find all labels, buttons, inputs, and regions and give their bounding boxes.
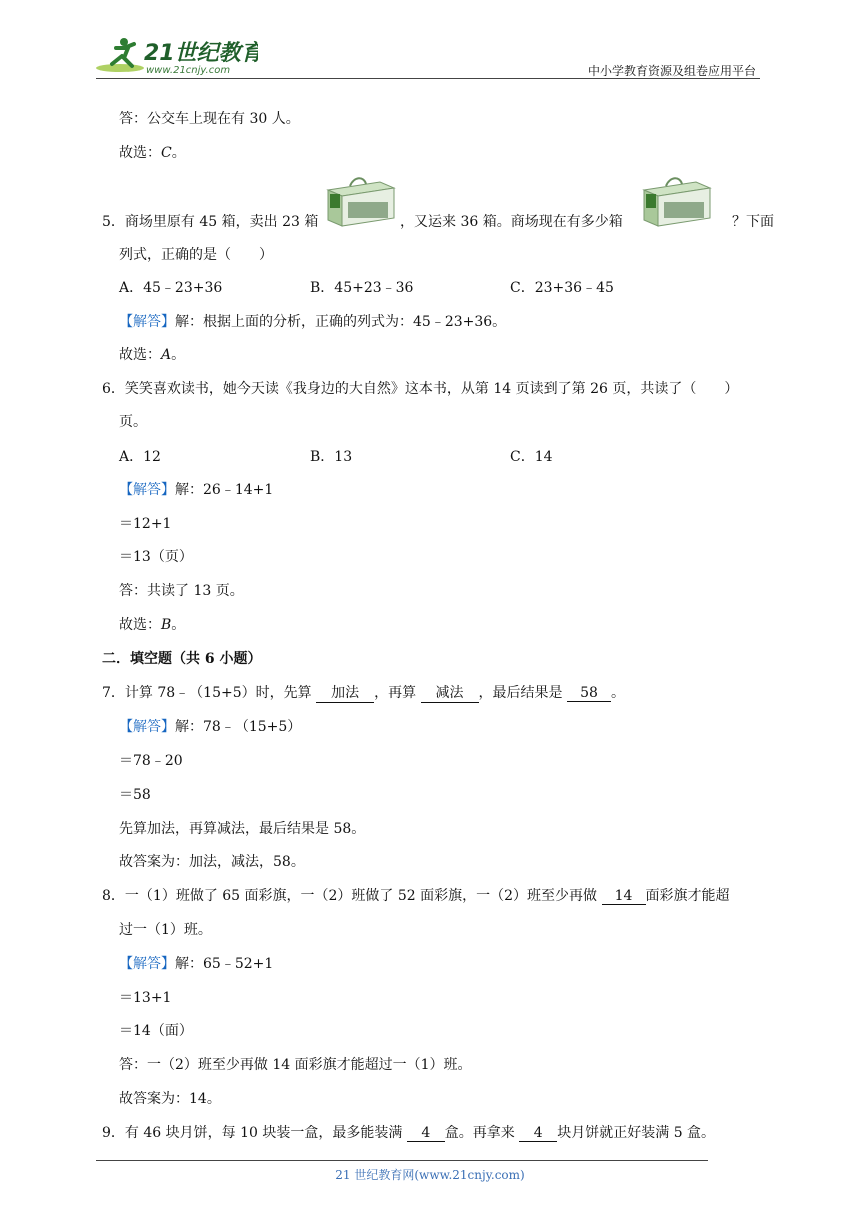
q7-blank-3: 58 [567, 685, 611, 702]
gift-box-image [320, 172, 398, 228]
q6-text-1: 6．笑笑喜欢读书，她今天读《我身边的大自然》这本书，从第 14 页读到了第 26 页，共读了（ ） [102, 381, 739, 397]
q7-solution-4: 先算加法，再算减法，最后结果是 58。 [119, 821, 366, 837]
footer-text: 21 世纪教育网(www.21cnjy.com) [335, 1168, 525, 1182]
header-divider [96, 78, 760, 79]
q5-solution: 【解答】解：根据上面的分析，正确的列式为：45﹣23+36。 [119, 314, 507, 330]
svg-text:21世纪教育: 21世纪教育 [144, 41, 258, 66]
header-right-text: 中小学教育资源及组卷应用平台 [587, 64, 756, 78]
q6-text-2: 页。 [119, 414, 147, 430]
q8-solution-3: ＝14（面） [119, 1023, 193, 1039]
q9-text: 9．有 46 块月饼，每 10 块装一盒，最多能装满 4 盒。再拿来 4 块月饼就正好装满 5 盒。 [102, 1125, 716, 1141]
gift-box-image-2 [636, 172, 714, 228]
q6-solution-1: 【解答】解：26﹣14+1 [119, 482, 274, 498]
q5-option-b: B．45+23﹣36 [310, 280, 414, 296]
q6-option-c: C．14 [510, 449, 553, 465]
q6-solution-2: ＝12+1 [119, 516, 172, 532]
q8-solution-4: 答：一（2）班至少再做 14 面彩旗才能超过一（1）班。 [119, 1057, 472, 1073]
footer-divider [96, 1160, 708, 1161]
q6-option-a: A．12 [119, 449, 161, 465]
q8-text-2: 过一（1）班。 [119, 922, 212, 938]
q8-blank-1: 14 [602, 888, 646, 905]
q5-text-4: 列式，正确的是（ ） [119, 247, 273, 263]
q8-answer: 故答案为：14。 [119, 1091, 221, 1107]
section-title: 二．填空题（共 6 小题） [102, 651, 262, 667]
q5-option-a: A．45﹣23+36 [119, 280, 223, 296]
prev-answer: 答：公交车上现在有 30 人。 [119, 111, 300, 127]
q7-blank-2: 减法 [421, 682, 479, 703]
q7-solution-3: ＝58 [119, 787, 151, 803]
q5-text-3: ？下面 [732, 214, 774, 230]
prev-choose: 故选：C。 [119, 145, 186, 161]
q7-text: 7．计算 78﹣（15+5）时，先算 加法 ，再算 减法 ，最后结果是 58 。 [102, 682, 625, 703]
q9-blank-2: 4 [519, 1125, 557, 1142]
q7-blank-1: 加法 [316, 682, 374, 703]
q6-answer: 答：共读了 13 页。 [119, 583, 244, 599]
q8-text-1: 8．一（1）班做了 65 面彩旗，一（2）班做了 52 面彩旗，一（2）班至少再做 14 面彩旗才能超 [102, 888, 730, 904]
q6-option-b: B．13 [310, 449, 353, 465]
q5-text-1: 5．商场里原有 45 箱，卖出 23 箱 [102, 214, 319, 230]
q5-text-2: ，又运来 36 箱。商场现在有多少箱 [400, 214, 623, 230]
q5-option-c: C．23+36﹣45 [510, 280, 614, 296]
q8-solution-2: ＝13+1 [119, 990, 172, 1006]
q5-choose: 故选：A。 [119, 347, 186, 363]
q7-answer: 故答案为：加法，减法，58。 [119, 854, 305, 870]
q8-solution-1: 【解答】解：65﹣52+1 [119, 956, 274, 972]
svg-text:www.21cnjy.com: www.21cnjy.com [146, 65, 231, 76]
q9-blank-1: 4 [407, 1125, 445, 1142]
q6-solution-3: ＝13（页） [119, 549, 193, 565]
site-logo [94, 34, 258, 78]
q7-solution-2: ＝78﹣20 [119, 753, 183, 769]
q6-choose: 故选：B。 [119, 617, 186, 633]
q7-solution-1: 【解答】解：78﹣（15+5） [119, 719, 302, 735]
